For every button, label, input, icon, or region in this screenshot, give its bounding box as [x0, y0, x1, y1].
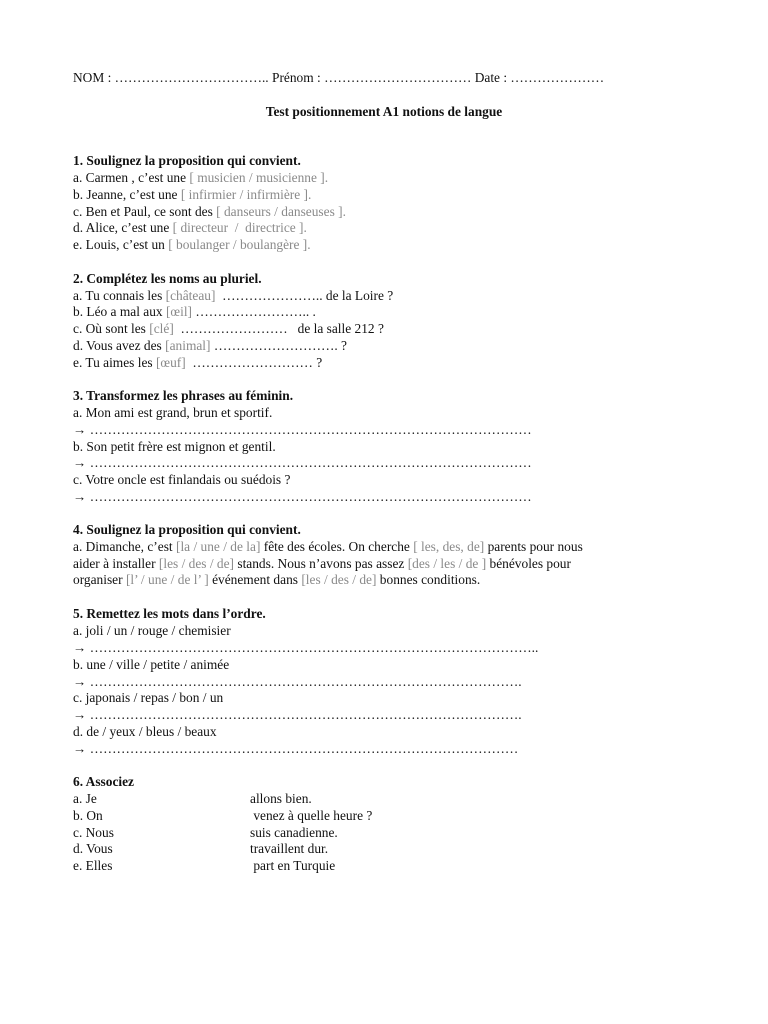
identity-line: NOM : …………………………….. Prénom : …………………………… Date : …………………: [73, 70, 605, 85]
exercise-2-item: d. Vous avez des [animal] ………………………. ?: [73, 338, 347, 353]
exercise-2-item: e. Tu aimes les [œuf] ……………………… ?: [73, 355, 323, 370]
match-ending[interactable]: venez à quelle heure ?: [250, 808, 373, 823]
choice-options[interactable]: [ directeur / directrice ].: [172, 220, 307, 235]
answer-blank[interactable]: …………………….. .: [192, 304, 316, 319]
answer-blank[interactable]: ………………………. ?: [210, 338, 347, 353]
word-set: b. une / ville / petite / animée: [73, 657, 230, 672]
exercise-1-item: c. Ben et Paul, ce sont des [ danseurs / danseuses ].: [73, 204, 346, 219]
choice-options[interactable]: [la / une / de la]: [176, 539, 261, 554]
answer-blank[interactable]: …………………… de la salle 212 ?: [173, 321, 384, 336]
match-subject[interactable]: a. Je: [73, 791, 97, 806]
exercise-6-heading: 6. Associez: [73, 774, 134, 789]
exercise-2-item: c. Où sont les [clé] …………………… de la salle 212 ?: [73, 321, 384, 336]
choice-options[interactable]: [ danseurs / danseuses ].: [216, 204, 346, 219]
answer-blank[interactable]: ………………….. de la Loire ?: [215, 288, 394, 303]
exercise-4-text-line: a. Dimanche, c’est [la / une / de la] fête des écoles. On cherche [ les, des, de] parents pour nous: [73, 539, 583, 554]
exercise-5-heading: 5. Remettez les mots dans l’ordre.: [73, 606, 266, 621]
answer-blank[interactable]: ……………………… ?: [185, 355, 323, 370]
match-subject[interactable]: d. Vous: [73, 841, 113, 856]
exercise-2-item: b. Léo a mal aux [œil] …………………….. .: [73, 304, 316, 319]
exercise-4-heading: 4. Soulignez la proposition qui convient.: [73, 522, 301, 537]
choice-options[interactable]: [ infirmier / infirmière ].: [180, 187, 312, 202]
page-title: Test positionnement A1 notions de langue: [265, 104, 503, 119]
choice-options[interactable]: [les / des / de]: [158, 556, 235, 571]
exercise-4-text-line: aider à installer [les / des / de] stands. Nous n’avons pas assez [des / les / de ] bénévoles pour: [73, 556, 571, 571]
word-set: d. de / yeux / bleus / beaux: [73, 724, 217, 739]
choice-options[interactable]: [l’ / une / de l’ ]: [125, 572, 209, 587]
exercise-1-item: b. Jeanne, c’est une [ infirmier / infirmière ].: [73, 187, 312, 202]
word-set: a. joli / un / rouge / chemisier: [73, 623, 231, 638]
exercise-1-item: a. Carmen , c’est une [ musicien / musicienne ].: [73, 170, 329, 185]
exercise-3-heading: 3. Transformez les phrases au féminin.: [73, 388, 294, 403]
match-ending[interactable]: part en Turquie: [250, 858, 336, 873]
answer-line[interactable]: → ………………………………………………………………………………………: [73, 489, 532, 504]
match-ending[interactable]: travaillent dur.: [250, 841, 329, 856]
answer-line[interactable]: → ………………………………………………………………………………………: [73, 422, 532, 437]
exercise-1-heading: 1. Soulignez la proposition qui convient.: [73, 153, 301, 168]
word-set: c. japonais / repas / bon / un: [73, 690, 224, 705]
exercise-3-sentence: c. Votre oncle est finlandais ou suédois ?: [73, 472, 291, 487]
exercise-4-text-line: organiser [l’ / une / de l’ ] événement dans [les / des / de] bonnes conditions.: [73, 572, 481, 587]
exercise-2-heading: 2. Complétez les noms au pluriel.: [73, 271, 262, 286]
answer-line[interactable]: → ………………………………………………………………………………………: [73, 455, 532, 470]
choice-options[interactable]: [ boulanger / boulangère ].: [168, 237, 311, 252]
match-ending[interactable]: allons bien.: [250, 791, 312, 806]
match-subject[interactable]: b. On: [73, 808, 103, 823]
choice-options[interactable]: [ les, des, de]: [413, 539, 485, 554]
answer-line[interactable]: → ……………………………………………………………………………………: [73, 741, 519, 756]
choice-options[interactable]: [des / les / de ]: [407, 556, 487, 571]
match-subject[interactable]: c. Nous: [73, 825, 114, 840]
answer-line[interactable]: → …………………………………………………………………………………….: [73, 674, 522, 689]
answer-line[interactable]: → …………………………………………………………………………………….: [73, 707, 522, 722]
match-ending[interactable]: suis canadienne.: [250, 825, 338, 840]
choice-options[interactable]: [les / des / de]: [301, 572, 377, 587]
choice-options[interactable]: [ musicien / musicienne ].: [189, 170, 329, 185]
exercise-3-sentence: a. Mon ami est grand, brun et sportif.: [73, 405, 273, 420]
match-subject[interactable]: e. Elles: [73, 858, 113, 873]
exercise-1-item: e. Louis, c’est un [ boulanger / boulangère ].: [73, 237, 311, 252]
exercise-2-item: a. Tu connais les [château] ………………….. de la Loire ?: [73, 288, 394, 303]
exercise-1-item: d. Alice, c’est une [ directeur / directrice ].: [73, 220, 307, 235]
answer-line[interactable]: → ………………………………………………………………………………………..: [73, 640, 539, 655]
exercise-3-sentence: b. Son petit frère est mignon et gentil.: [73, 439, 276, 454]
